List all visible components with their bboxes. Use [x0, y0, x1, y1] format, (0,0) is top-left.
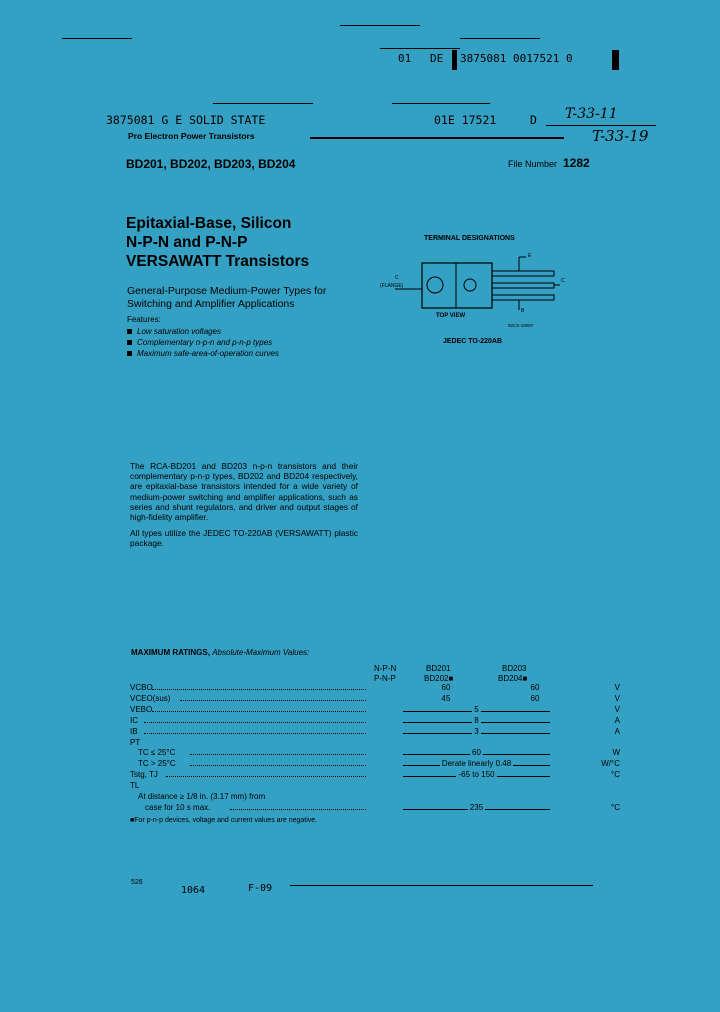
flange-label: (FLANGE) — [380, 283, 404, 289]
column-1-header-pnp: BD202■ — [424, 674, 454, 683]
subtitle — [127, 285, 326, 311]
stamp-code-3: 3875081 0017521 0 — [460, 52, 573, 65]
series-label: Pro Electron Power Transistors — [128, 131, 255, 141]
rating-row: Tstg, TJ -65 to 150 °C — [130, 770, 620, 779]
terminal-c-label: C — [561, 278, 565, 284]
page-number: 526 — [131, 879, 143, 886]
terminal-e-label: E — [528, 253, 532, 259]
handwritten-code-2: T-33-19 — [592, 127, 649, 145]
subtitle-line: General-Purpose Medium-Power Types for — [127, 285, 327, 297]
column-2-header: BD203 — [502, 664, 527, 673]
scan-rule — [62, 38, 132, 39]
rating-row: case for 10 s max. 235 °C — [145, 803, 620, 812]
scan-rule — [546, 125, 656, 126]
stamp-code-2: DE — [430, 52, 444, 65]
diagram-ref: 92CS-19087 — [508, 323, 534, 328]
scan-rule — [340, 25, 420, 26]
npn-label: N-P-N — [374, 664, 397, 673]
ratings-footnote: ■For p-n-p devices, voltage and current values are negative. — [130, 817, 318, 824]
column-2-header-pnp: BD204■ — [498, 674, 528, 683]
rating-row: VCEO(sus) 45 60 V — [130, 694, 620, 703]
file-number: 1282 — [563, 156, 590, 170]
ratings-title: MAXIMUM RATINGS, Absolute-Maximum Values: — [131, 648, 310, 657]
file-number-label: File Number — [508, 159, 558, 169]
to220-package-diagram — [380, 255, 580, 330]
title-line: Epitaxial-Base, Silicon — [126, 215, 292, 232]
scan-rule — [213, 103, 313, 104]
header-rule — [310, 137, 564, 139]
column-1-header: BD201 — [426, 664, 451, 673]
rating-row: PT — [130, 738, 141, 747]
stamp-bar — [612, 50, 619, 70]
rating-row: VCBO 60 60 V — [130, 683, 620, 692]
feature-item: Maximum safe-area-of-operation curves — [127, 348, 279, 359]
package-label: JEDEC TO-220AB — [443, 338, 503, 345]
rating-row: IC 8 A — [130, 716, 620, 725]
feature-item: Complementary n-p-n and p-n-p types — [127, 337, 279, 348]
scan-rule — [380, 48, 460, 49]
pnp-label: P-N-P — [374, 674, 396, 683]
rating-row: At distance ≥ 1/8 in. (3.17 mm) from — [138, 792, 266, 801]
title-line: VERSAWATT Transistors — [126, 253, 310, 270]
diagram-title: TERMINAL DESIGNATIONS — [424, 235, 515, 242]
features-label: Features: — [127, 315, 161, 324]
flange-c-label: C — [395, 275, 399, 281]
scan-rule — [460, 38, 540, 39]
scan-rule — [392, 103, 490, 104]
stamp-bar — [452, 50, 457, 70]
handwritten-code-1: T-33-11 — [565, 106, 618, 122]
header-d: D — [530, 113, 537, 127]
rating-row: TL — [130, 781, 140, 790]
part-numbers: BD201, BD202, BD203, BD204 — [126, 157, 296, 171]
description-paragraph: The RCA-BD201 and BD203 n-p-n transistors and their complementary p-n-p types, BD202 and BD204 respectively, are epitaxial-base transistors intended for a wide variety of medium-power switching and amplifier applications, such as series and shunt regulators, and driver and output stages of high-fidelity amplifier. — [130, 461, 358, 523]
description-paragraph: All types utilize the JEDEC TO-220AB (VERSAWATT) plastic package. — [130, 528, 358, 549]
footer-ref: F-09 — [248, 883, 273, 894]
subtitle-line: Switching and Amplifier Applications — [127, 298, 295, 310]
stamp-code-1: 01 — [398, 52, 412, 65]
features-list — [127, 326, 279, 359]
rating-row: TC > 25°C Derate linearly 0.48 W/°C — [138, 759, 620, 768]
rating-row: VEBO 5 V — [130, 705, 620, 714]
title-line: N-P-N and P-N-P — [126, 234, 248, 251]
footer-code: 1064 — [181, 885, 206, 896]
header-code: 01E 17521 — [434, 113, 497, 127]
feature-item: Low saturation voltages — [127, 326, 279, 337]
page-title — [126, 214, 309, 271]
header-company: 3875081 G E SOLID STATE — [106, 113, 266, 127]
rating-row: IB 3 A — [130, 727, 620, 736]
footer-rule — [290, 885, 593, 886]
terminal-b-label: B — [521, 308, 525, 314]
rating-row: TC ≤ 25°C 60 W — [138, 748, 620, 757]
description — [130, 461, 358, 555]
top-view-label: TOP VIEW — [436, 313, 466, 319]
